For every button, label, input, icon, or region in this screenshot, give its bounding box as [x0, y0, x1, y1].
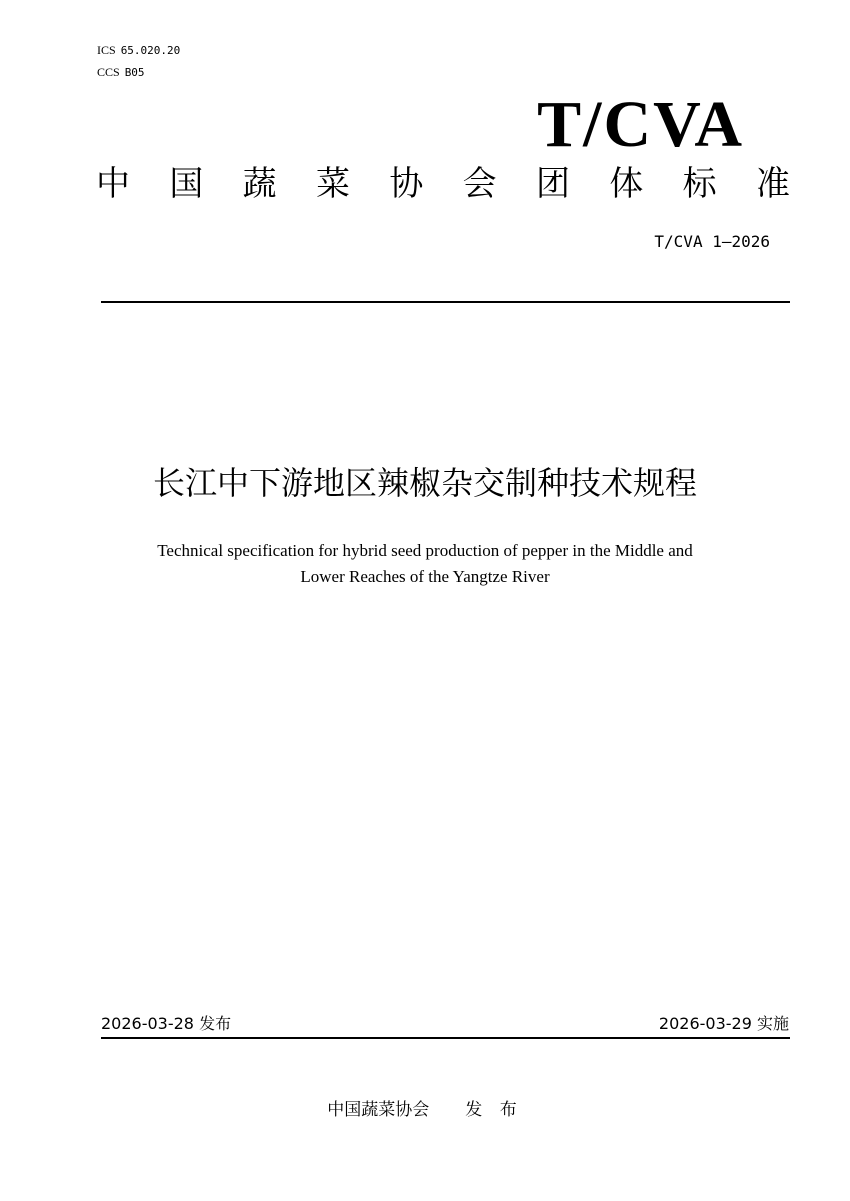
footer-divider [101, 1037, 790, 1039]
standard-number: T/CVA 1—2026 [654, 232, 770, 251]
ccs-code: B05 [124, 66, 145, 79]
issue-date: 2026-03-28 [101, 1014, 194, 1033]
standard-type-char: 会 [462, 164, 497, 204]
publisher-org: 中国蔬菜协会 [327, 1100, 430, 1120]
standard-type-char: 协 [389, 164, 424, 204]
standard-type-char: 中 [96, 164, 130, 204]
ics-label: ICS [97, 43, 116, 57]
document-title-chinese: 长江中下游地区辣椒杂交制种技术规程 [152, 464, 697, 502]
implementation-date-line [659, 1014, 789, 1034]
ccs-classification [97, 65, 145, 80]
issue-date-line [101, 1014, 231, 1034]
standard-type-char: 蔬 [242, 164, 277, 204]
english-title-line: Lower Reaches of the Yangtze River [300, 567, 550, 586]
english-title-line: Technical specification for hybrid seed production of pepper in the Middle and [157, 541, 693, 560]
standard-logo: T/CVA [537, 88, 744, 161]
publisher-action: 发 布 [465, 1100, 523, 1120]
header-divider [101, 301, 790, 303]
implementation-date: 2026-03-29 [658, 1014, 752, 1033]
standard-type-char: 国 [169, 164, 204, 204]
standard-type-char: 准 [755, 164, 790, 204]
standard-type-heading [96, 164, 790, 204]
standard-type-char: 菜 [315, 164, 350, 204]
ccs-label: CCS [97, 65, 120, 79]
ics-code: 65.020.20 [120, 44, 181, 57]
standard-type-char: 体 [609, 164, 644, 204]
document-title-english [100, 538, 750, 590]
issue-label: 发布 [199, 1014, 232, 1033]
standard-type-char: 标 [682, 164, 717, 204]
publisher-line [0, 1099, 850, 1121]
ics-classification [97, 43, 180, 58]
implementation-label: 实施 [756, 1014, 789, 1033]
standard-type-char: 团 [535, 164, 570, 204]
